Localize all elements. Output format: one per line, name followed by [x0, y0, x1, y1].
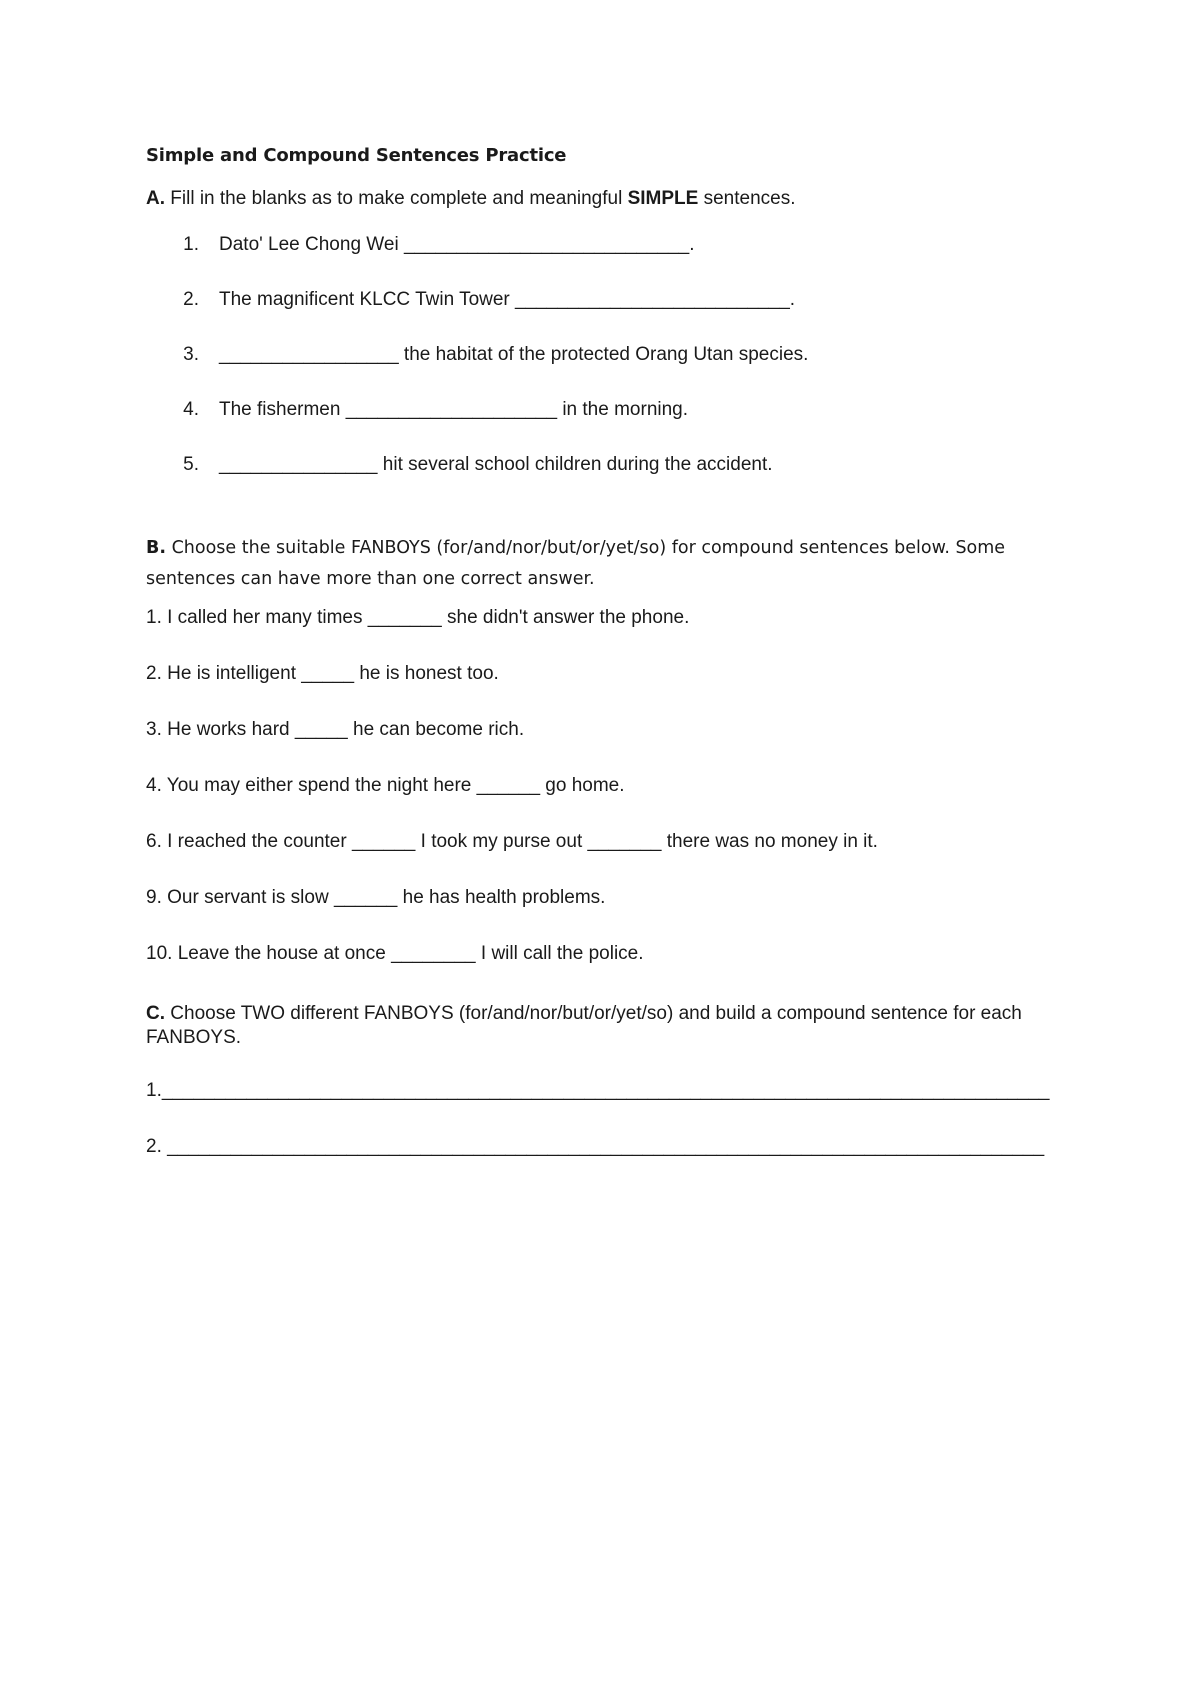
list-item: 10. Leave the house at once ________ I will call the police.	[146, 943, 644, 964]
list-item: 5. _______________ hit several school children during the accident.	[183, 454, 773, 475]
section-a-text-before: Fill in the blanks as to make complete and meaningful	[170, 188, 623, 209]
answer-line: 2. ___________________________________________________________________________________	[146, 1136, 1045, 1157]
section-b-text: Choose the suitable FANBOYS (for/and/nor/but/or/yet/so) for compound sentences below. Some sentences can have more than one correct answer.	[146, 538, 1006, 589]
section-b-label: B.	[146, 538, 166, 558]
simple-sentence-list	[146, 234, 1066, 509]
section-c-label: C.	[146, 1003, 165, 1024]
section-c-instruction	[146, 1002, 1046, 1050]
section-a-text-bold: SIMPLE	[627, 188, 699, 209]
list-item: 6. I reached the counter ______ I took my purse out _______ there was no money in it.	[146, 831, 878, 852]
list-item: 4. The fishermen ____________________ in the morning.	[183, 399, 689, 420]
list-item: 3. _________________ the habitat of the protected Orang Utan species.	[183, 344, 809, 365]
list-item: 2. The magnificent KLCC Twin Tower __________________________.	[183, 289, 796, 310]
section-a-text-after: sentences.	[703, 188, 796, 209]
list-item: 1. I called her many times _______ she didn't answer the phone.	[146, 607, 690, 628]
list-item: 9. Our servant is slow ______ he has health problems.	[146, 887, 606, 908]
list-item: 1. Dato' Lee Chong Wei ___________________________.	[183, 234, 695, 255]
list-item: 3. He works hard _____ he can become rich.	[146, 719, 525, 740]
answer-line: 1.____________________________________________________________________________________	[146, 1080, 1050, 1101]
list-item: 4. You may either spend the night here ______ go home.	[146, 775, 625, 796]
fanboys-sentence-list	[146, 607, 1066, 999]
worksheet-title: Simple and Compound Sentences Practice	[146, 145, 567, 166]
section-b-instruction	[146, 533, 1066, 595]
section-a-instruction	[146, 188, 1066, 210]
answer-lines	[146, 1080, 1066, 1192]
worksheet	[146, 145, 1066, 1192]
section-c-text: Choose TWO different FANBOYS (for/and/nor/but/or/yet/so) and build a compound sentence for each FANBOYS.	[146, 1003, 1022, 1048]
section-a-label: A.	[146, 188, 165, 209]
list-item: 2. He is intelligent _____ he is honest too.	[146, 663, 499, 684]
